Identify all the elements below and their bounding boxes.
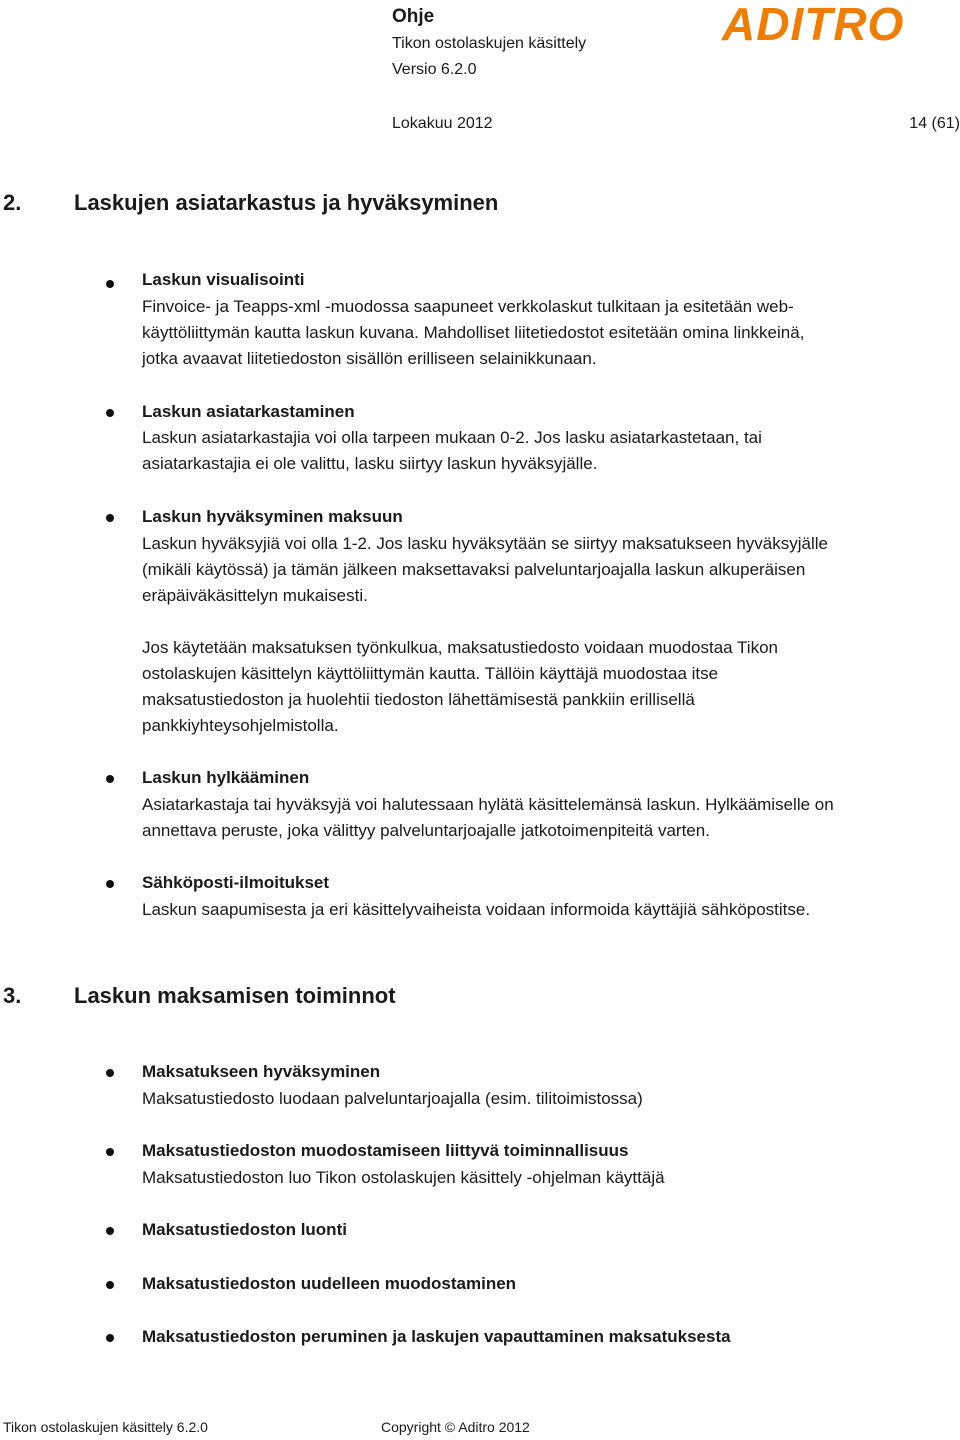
item-title: Laskun visualisointi: [142, 270, 305, 289]
footer-copyright: Copyright © Aditro 2012: [381, 1419, 530, 1435]
item-body: [142, 897, 932, 923]
body-line: jotka avaavat liitetiedoston sisällön erilliseen selainikkunaan.: [142, 349, 597, 368]
body-line: pankkiyhteysohjelmistolla.: [142, 716, 339, 735]
item-title: Maksatustiedoston muodostamiseen liittyvä toiminnallisuus: [142, 1141, 629, 1160]
body-line: ostolaskujen käsittelyn käyttöliittymän kautta. Tällöin käyttäjä muodostaa itse: [142, 664, 719, 683]
section-number: 3.: [3, 983, 22, 1008]
page-number: 14 (61): [909, 115, 960, 132]
item-title: Maksatustiedoston uudelleen muodostaminen: [142, 1274, 517, 1293]
item-title: Sähköposti-ilmoitukset: [142, 873, 330, 892]
bullet-icon: [106, 409, 114, 417]
body-line: annettava peruste, joka välittyy palveluntarjoajalle jatkotoimenpiteitä varten.: [142, 821, 710, 840]
item-body: [142, 792, 932, 844]
item-body: [142, 425, 932, 477]
body-line: Asiatarkastaja tai hyväksyjä voi halutessaan hylätä käsittelemänsä laskun. Hylkäämiselle on: [142, 795, 834, 814]
item-body: [142, 531, 932, 609]
item-title: Laskun asiatarkastaminen: [142, 402, 355, 421]
item-body: [142, 1086, 932, 1112]
body-line: eräpäiväkäsittelyn mukaisesti.: [142, 586, 368, 605]
section-title: Laskun maksamisen toiminnot: [74, 983, 396, 1008]
aditro-logo: [720, 0, 948, 48]
footer-left: Tikon ostolaskujen käsittely 6.2.0: [3, 1419, 208, 1435]
body-line: Maksatustiedosto luodaan palveluntarjoajalla (esim. tilitoimistossa): [142, 1089, 643, 1108]
item-title: Maksatukseen hyväksyminen: [142, 1062, 381, 1081]
bullet-icon: [106, 1227, 114, 1235]
item-title: Maksatustiedoston peruminen ja laskujen vapauttaminen maksatuksesta: [142, 1327, 731, 1346]
item-title: Laskun hylkääminen: [142, 768, 310, 787]
bullet-icon: [106, 280, 114, 288]
bullet-icon: [106, 880, 114, 888]
doc-date: Lokakuu 2012: [392, 115, 493, 132]
doc-version: Versio 6.2.0: [392, 61, 477, 78]
section-title: Laskujen asiatarkastus ja hyväksyminen: [74, 190, 499, 215]
doc-type-title: Ohje: [392, 6, 435, 27]
bullet-icon: [106, 1148, 114, 1156]
body-line: käyttöliittymän kautta laskun kuvana. Mahdolliset liitetiedostot esitetään omina linkkeinä,: [142, 323, 805, 342]
body-line: maksatustiedoston ja huolehtii tiedoston lähettämisestä pankkiin erillisellä: [142, 690, 695, 709]
bullet-icon: [106, 1281, 114, 1289]
item-body-paragraph: [142, 635, 932, 739]
aditro-logo-text: ADITRO: [722, 0, 905, 48]
body-line: Finvoice- ja Teapps-xml -muodossa saapuneet verkkolaskut tulkitaan ja esitetään web-: [142, 297, 794, 316]
item-title: Maksatustiedoston luonti: [142, 1220, 347, 1239]
bullet-icon: [106, 1334, 114, 1342]
section-number: 2.: [3, 190, 22, 215]
body-line: asiatarkastajia ei ole valittu, lasku siirtyy laskun hyväksyjälle.: [142, 454, 598, 473]
bullet-icon: [106, 514, 114, 522]
bullet-icon: [106, 775, 114, 783]
item-title: Laskun hyväksyminen maksuun: [142, 507, 403, 526]
item-body: [142, 1165, 932, 1191]
body-line: Laskun hyväksyjiä voi olla 1-2. Jos lasku hyväksytään se siirtyy maksatukseen hyväksyjälle: [142, 534, 828, 553]
body-line: Laskun asiatarkastajia voi olla tarpeen mukaan 0-2. Jos lasku asiatarkastetaan, tai: [142, 428, 762, 447]
item-body: [142, 294, 932, 372]
body-line: Laskun saapumisesta ja eri käsittelyvaiheista voidaan informoida käyttäjiä sähköpostitse.: [142, 900, 811, 919]
body-line: Maksatustiedoston luo Tikon ostolaskujen käsittely -ohjelman käyttäjä: [142, 1168, 665, 1187]
body-line: (mikäli käytössä) ja tämän jälkeen maksettavaksi palveluntarjoajalla laskun alkuperäisen: [142, 560, 806, 579]
doc-subtitle: Tikon ostolaskujen käsittely: [392, 35, 587, 52]
body-line: Jos käytetään maksatuksen työnkulkua, maksatustiedosto voidaan muodostaa Tikon: [142, 638, 778, 657]
bullet-icon: [106, 1069, 114, 1077]
